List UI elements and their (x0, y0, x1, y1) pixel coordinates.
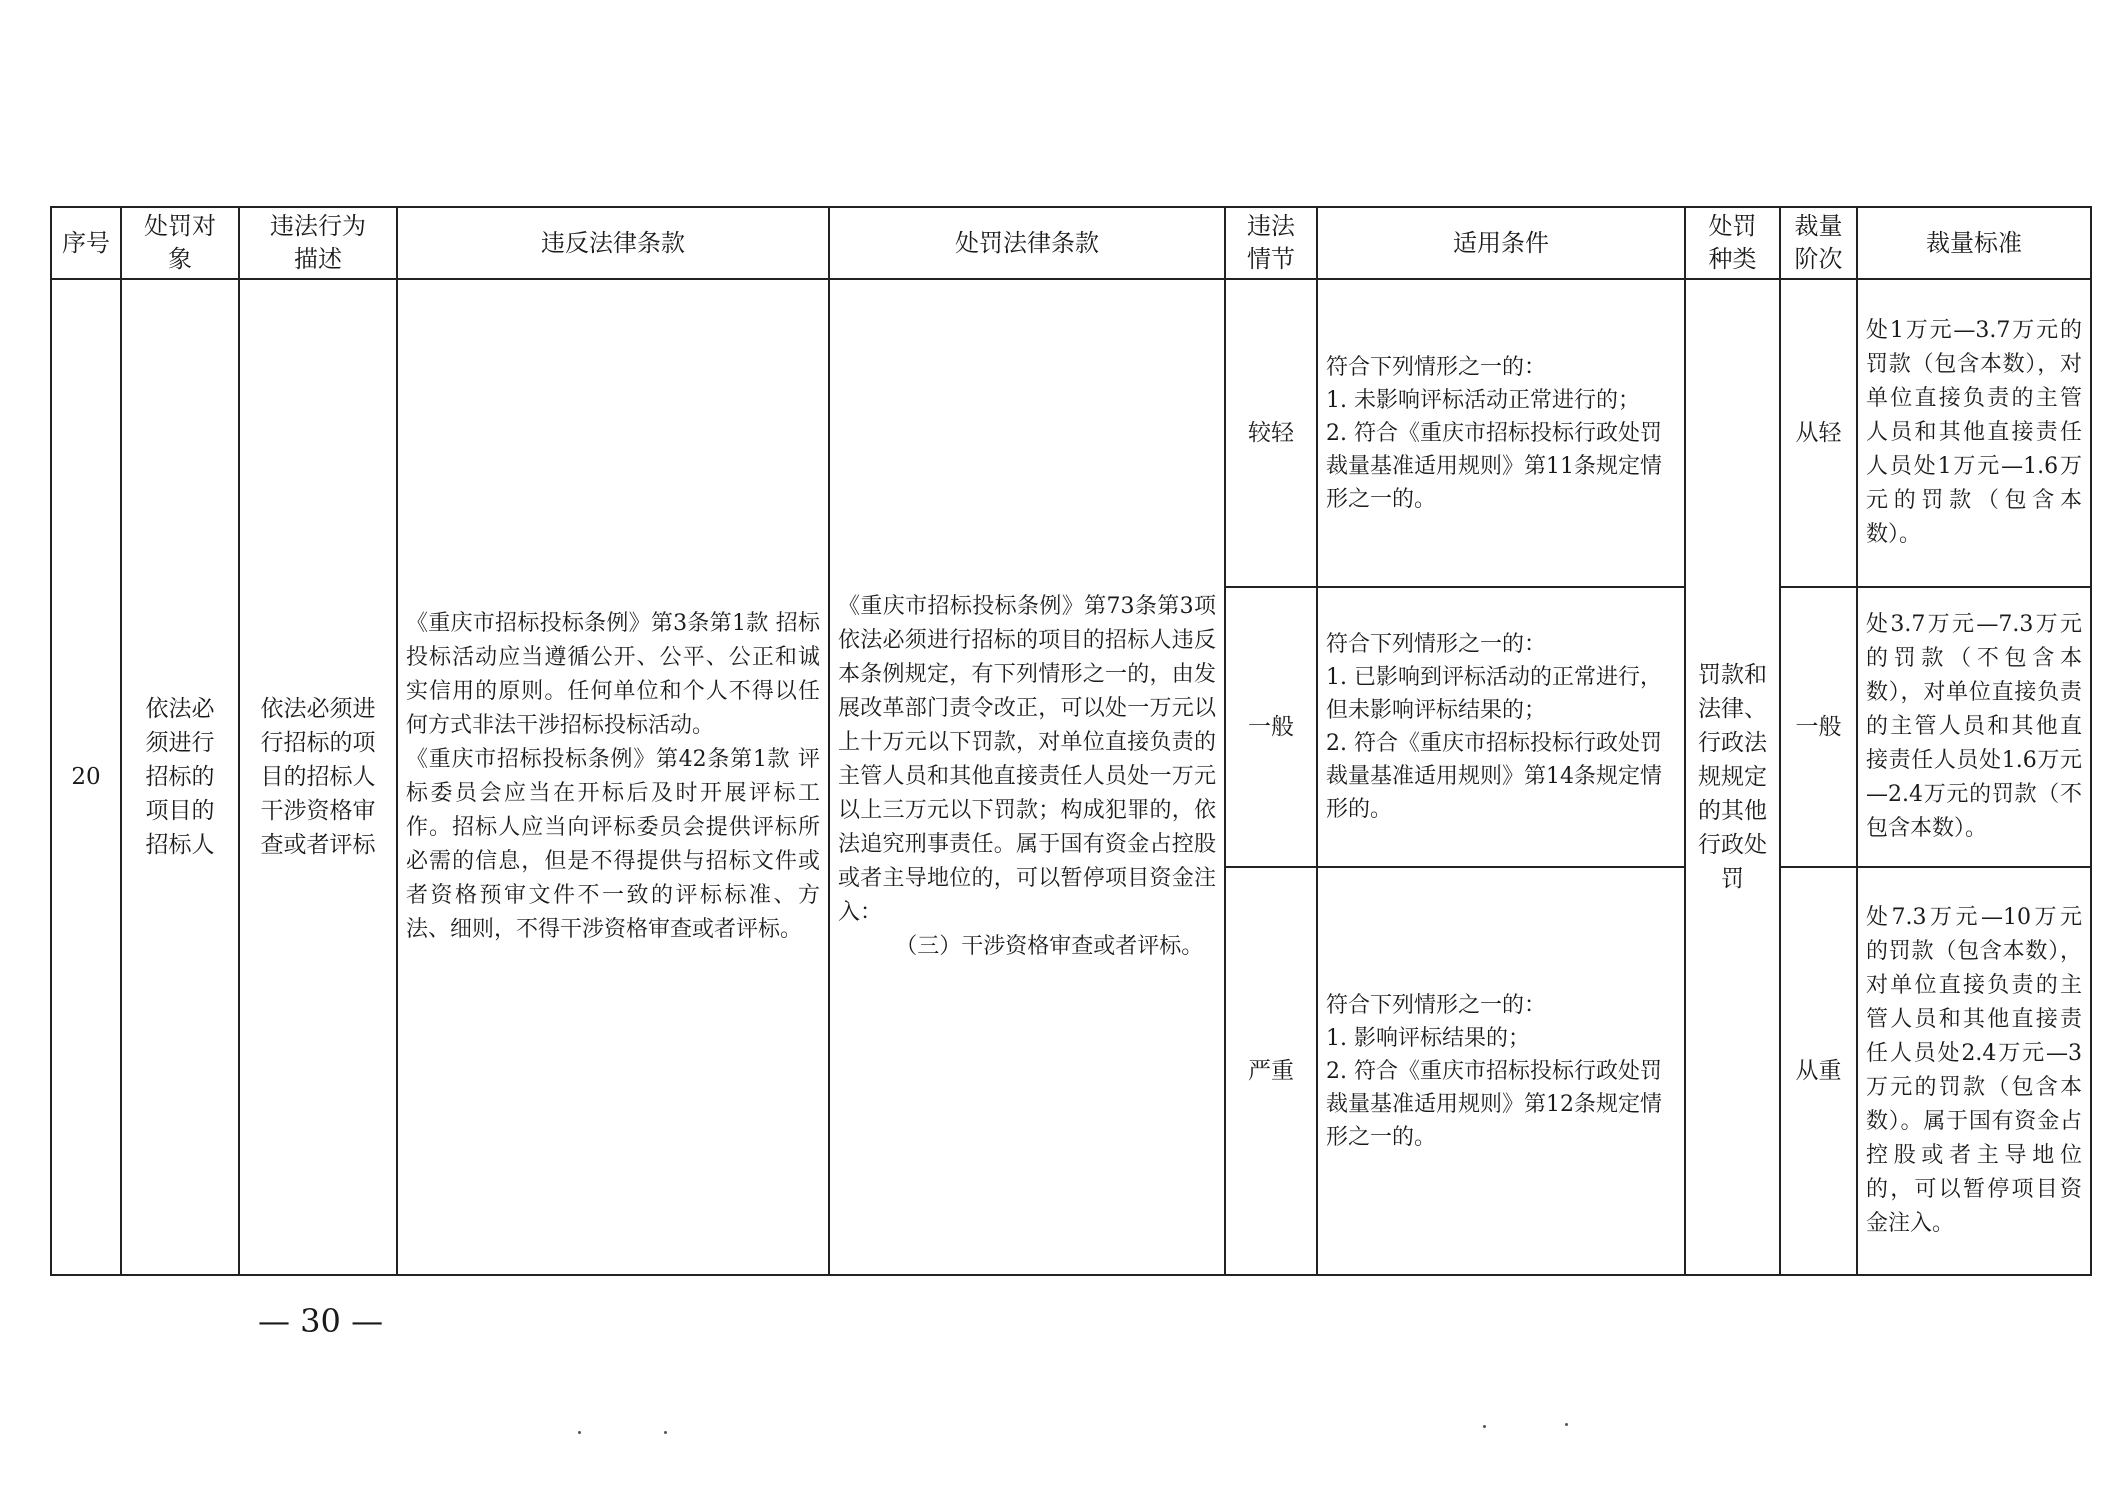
condition-line: 1. 已影响到评标活动的正常进行，但未影响评标结果的； (1326, 665, 1662, 723)
header-penalty-law: 处罚法律条款 (829, 207, 1225, 279)
scan-speck (1565, 1423, 1568, 1426)
cell-behavior: 依法必须进行招标的项目的招标人干涉资格审查或者评标 (239, 279, 397, 1275)
cell-penalty-law (829, 279, 1225, 1275)
penalty-law-main: 《重庆市招标投标条例》第73条第3项 依法必须进行招标的项目的招标人违反本条例规定，有下列情形之一的，由发展改革部门责令改正，可以处一万元以上十万元以下罚款，对单位直接负责的主管人员和其他直接责任人员处一万元以上三万元以下罚款；构成犯罪的，依法追究刑事责任。属于国有资金占控股或者主导地位的，可以暂停项目资金注入： (838, 594, 1216, 925)
condition-line: 符合下列情形之一的： (1326, 632, 1547, 657)
penalty-table (50, 206, 2092, 1276)
cell-conditions-severe (1317, 867, 1685, 1275)
table-row (51, 279, 2091, 587)
penalty-law-item: （三）干涉资格审查或者评标。 (895, 934, 1204, 959)
condition-line: 1. 影响评标结果的； (1326, 1025, 1530, 1051)
violated-clause: 《重庆市招标投标条例》第42条第1款 评标委员会应当在开标后及时开展评标工作。招标人应当向评标委员会提供评标所必需的信息，但是不得提供与招标文件或者资格预审文件不一致的评标标准、方法、细则，不得干涉资格审查或者评标。 (406, 747, 820, 942)
violated-clause: 《重庆市招标投标条例》第3条第1款 招标投标活动应当遵循公开、公平、公正和诚实信用的原则。任何单位和个人不得以任何方式非法干涉招标投标活动。 (406, 611, 820, 738)
condition-line: 1. 未影响评标活动正常进行的； (1326, 387, 1640, 413)
cell-seq: 20 (51, 279, 121, 1275)
cell-conditions-light (1317, 279, 1685, 587)
cell-target: 依法必须进行招标的项目的招标人 (121, 279, 239, 1275)
cell-violated (397, 279, 829, 1275)
header-conditions: 适用条件 (1317, 207, 1685, 279)
cell-circumstance-general: 一般 (1225, 587, 1317, 867)
cell-standard-general: 处3.7万元—7.3万元的罚款（不包含本数），对单位直接负责的主管人员和其他直接责任人员处1.6万元—2.4万元的罚款（不包含本数）。 (1857, 587, 2091, 867)
cell-standard-severe: 处7.3万元—10万元的罚款（包含本数），对单位直接负责的主管人员和其他直接责任人员处2.4万元—3万元的罚款（包含本数）。属于国有资金占控股或者主导地位的，可以暂停项目资金注入。 (1857, 867, 2091, 1275)
cell-circumstance-severe: 严重 (1225, 867, 1317, 1275)
header-standard: 裁量标准 (1857, 207, 2091, 279)
condition-line: 符合下列情形之一的： (1326, 354, 1547, 380)
scan-speck (1483, 1425, 1486, 1428)
cell-standard-light: 处1万元—3.7万元的罚款（包含本数），对单位直接负责的主管人员和其他直接责任人员处1万元—1.6万元的罚款（包含本数）。 (1857, 279, 2091, 587)
header-penalty-type: 处罚种类 (1685, 207, 1780, 279)
cell-level-light: 从轻 (1780, 279, 1857, 587)
header-row (51, 207, 2091, 279)
cell-level-general: 一般 (1780, 587, 1857, 867)
header-circumstance: 违法情节 (1225, 207, 1317, 279)
header-violated: 违反法律条款 (397, 207, 829, 279)
header-behavior: 违法行为描述 (239, 207, 397, 279)
cell-level-severe: 从重 (1780, 867, 1857, 1275)
scan-speck (578, 1431, 581, 1434)
cell-penalty-type: 罚款和法律、行政法规规定的其他行政处罚 (1685, 279, 1780, 1275)
header-level: 裁量阶次 (1780, 207, 1857, 279)
condition-line: 2. 符合《重庆市招标投标行政处罚裁量基准适用规则》第11条规定情形之一的。 (1326, 420, 1662, 512)
header-target: 处罚对象 (121, 207, 239, 279)
condition-line: 符合下列情形之一的： (1326, 992, 1547, 1018)
scan-speck (664, 1431, 667, 1434)
cell-circumstance-light: 较轻 (1225, 279, 1317, 587)
condition-line: 2. 符合《重庆市招标投标行政处罚裁量基准适用规则》第12条规定情形之一的。 (1326, 1058, 1662, 1150)
cell-conditions-general (1317, 587, 1685, 867)
condition-line: 2. 符合《重庆市招标投标行政处罚裁量基准适用规则》第14条规定情形的。 (1326, 731, 1662, 822)
header-seq: 序号 (51, 207, 121, 279)
page-number: — 30 — (258, 1302, 384, 1340)
